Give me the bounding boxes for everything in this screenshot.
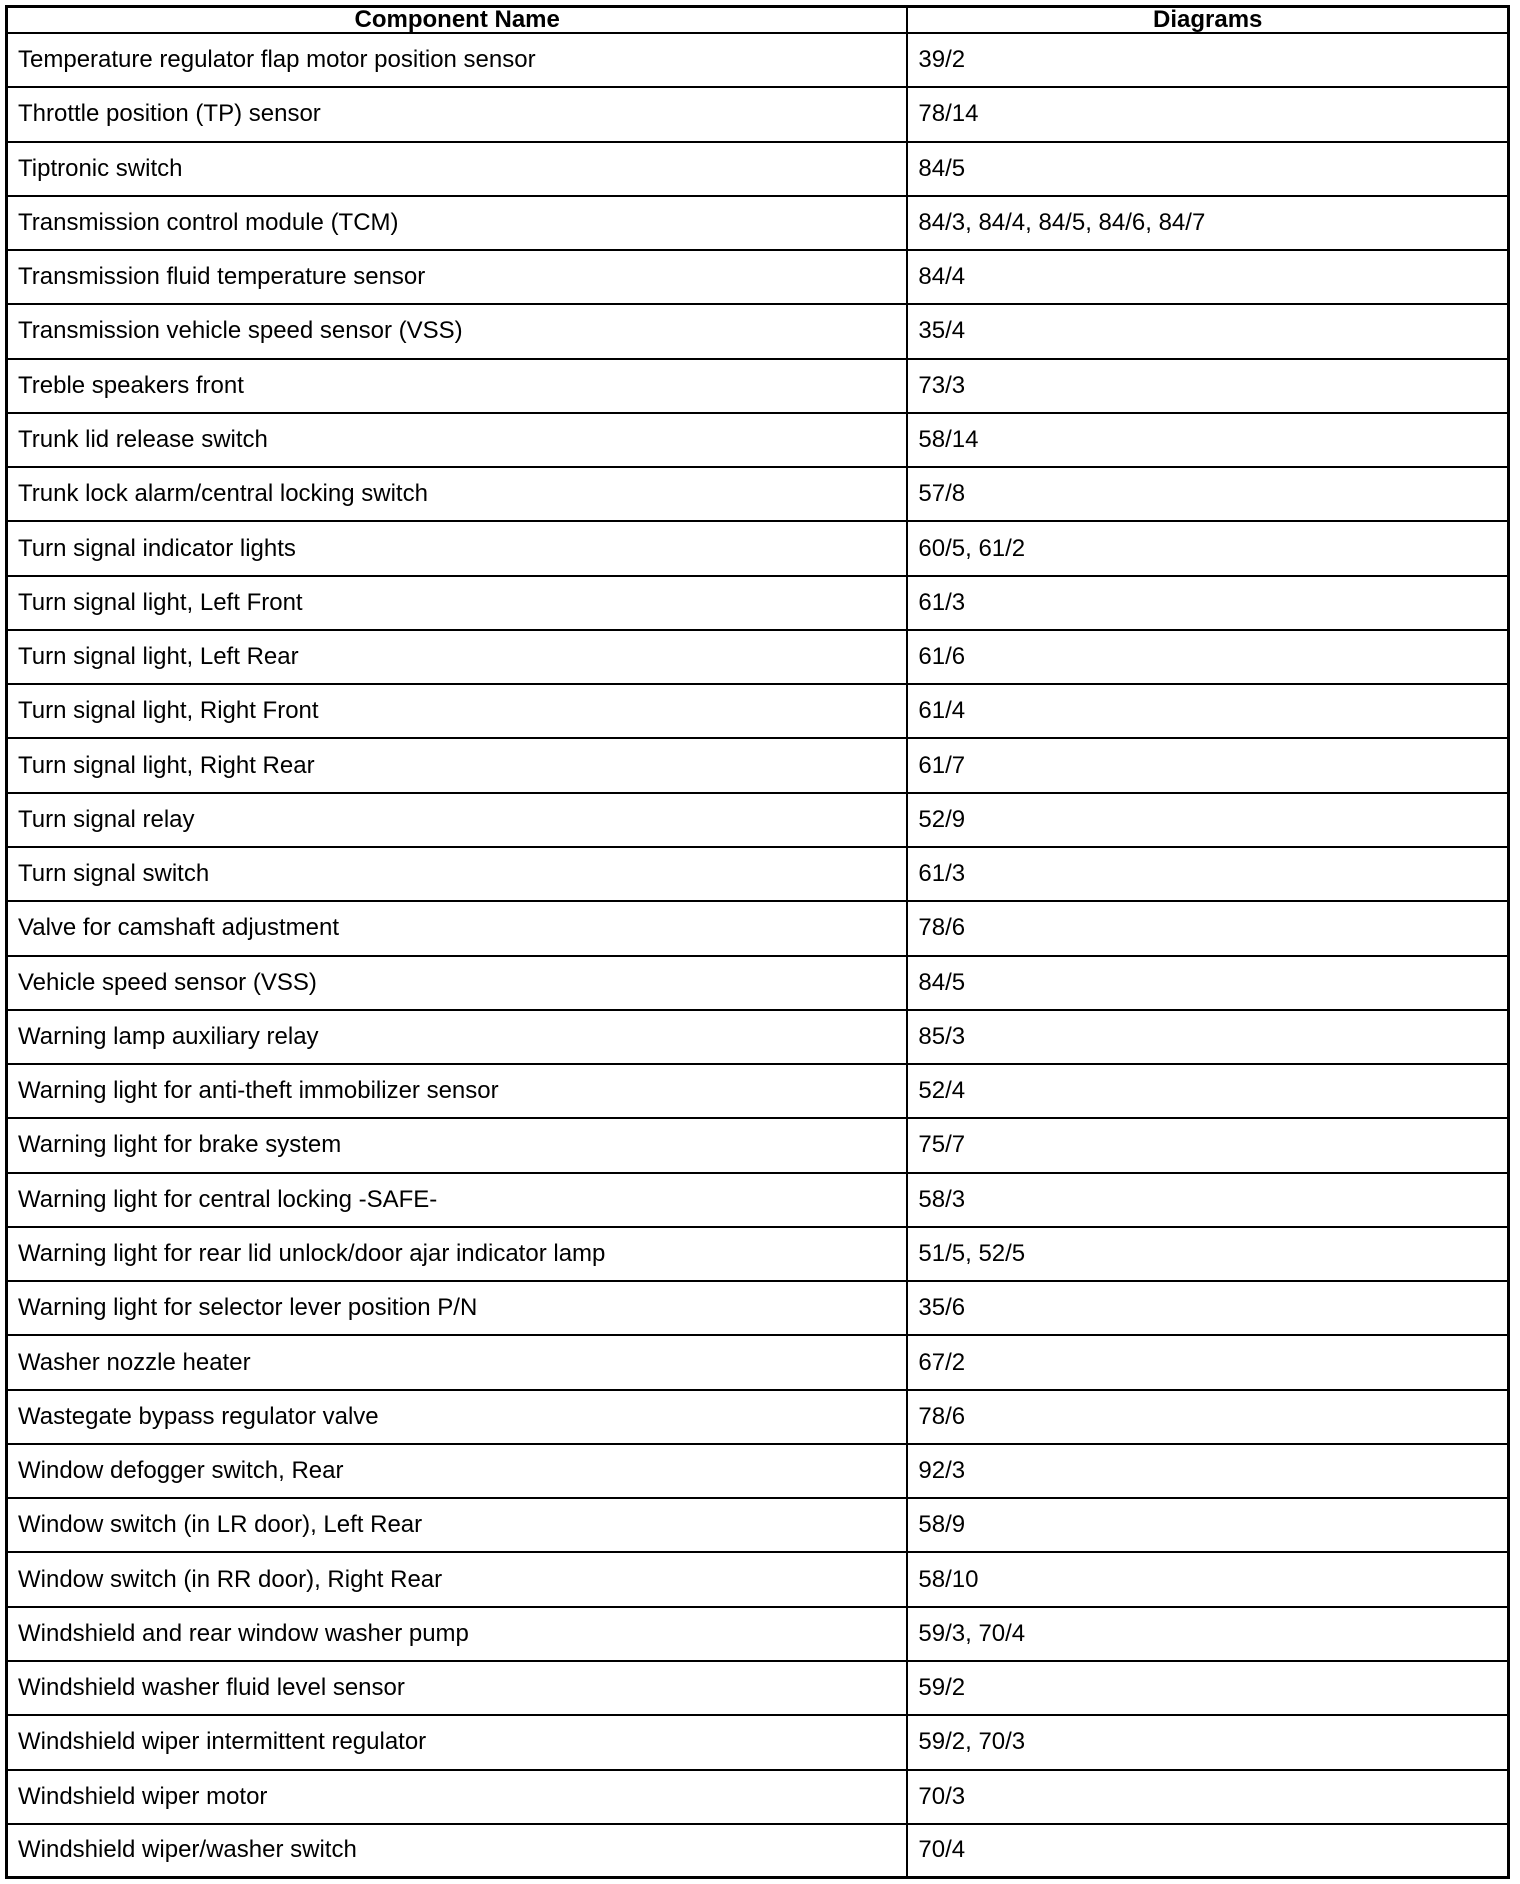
table-row (8, 250, 1507, 304)
diagrams-cell: 73/3 (907, 359, 1507, 413)
diagrams-cell: 78/14 (907, 87, 1507, 141)
diagrams-cell: 51/5, 52/5 (907, 1227, 1507, 1281)
table-row (8, 1824, 1507, 1876)
diagrams-cell: 35/6 (907, 1281, 1507, 1335)
table-row (8, 1281, 1507, 1335)
diagrams-cell: 70/3 (907, 1770, 1507, 1824)
diagrams-cell: 35/4 (907, 304, 1507, 358)
component-name-cell: Throttle position (TP) sensor (8, 87, 907, 141)
diagrams-cell: 52/4 (907, 1064, 1507, 1118)
component-name-cell: Trunk lock alarm/central locking switch (8, 467, 907, 521)
component-name-cell: Warning light for selector lever position P/N (8, 1281, 907, 1335)
diagrams-cell: 61/4 (907, 684, 1507, 738)
component-name-cell: Turn signal switch (8, 847, 907, 901)
table-row (8, 1227, 1507, 1281)
component-name-cell: Wastegate bypass regulator valve (8, 1390, 907, 1444)
diagrams-cell: 67/2 (907, 1335, 1507, 1389)
table-row (8, 1498, 1507, 1552)
header-component-name: Component Name (8, 8, 907, 33)
component-name-cell: Valve for camshaft adjustment (8, 901, 907, 955)
component-name-cell: Transmission control module (TCM) (8, 196, 907, 250)
table-row (8, 738, 1507, 792)
diagrams-cell: 39/2 (907, 33, 1507, 87)
component-name-cell: Turn signal light, Left Rear (8, 630, 907, 684)
table-row (8, 1770, 1507, 1824)
diagrams-cell: 59/2 (907, 1661, 1507, 1715)
component-name-cell: Windshield and rear window washer pump (8, 1607, 907, 1661)
diagrams-cell: 59/3, 70/4 (907, 1607, 1507, 1661)
component-name-cell: Warning light for central locking -SAFE- (8, 1173, 907, 1227)
table-row (8, 413, 1507, 467)
diagrams-cell: 70/4 (907, 1824, 1507, 1876)
table-row (8, 956, 1507, 1010)
component-name-cell: Trunk lid release switch (8, 413, 907, 467)
diagrams-cell: 61/6 (907, 630, 1507, 684)
diagrams-cell: 58/14 (907, 413, 1507, 467)
diagrams-cell: 84/5 (907, 956, 1507, 1010)
component-name-cell: Window defogger switch, Rear (8, 1444, 907, 1498)
component-name-cell: Transmission fluid temperature sensor (8, 250, 907, 304)
component-name-cell: Washer nozzle heater (8, 1335, 907, 1389)
table-row (8, 304, 1507, 358)
diagrams-cell: 84/5 (907, 142, 1507, 196)
diagrams-cell: 78/6 (907, 901, 1507, 955)
component-name-cell: Window switch (in RR door), Right Rear (8, 1552, 907, 1606)
diagrams-cell: 61/3 (907, 847, 1507, 901)
diagrams-cell: 59/2, 70/3 (907, 1715, 1507, 1769)
table-row (8, 87, 1507, 141)
component-name-cell: Turn signal relay (8, 793, 907, 847)
diagrams-cell: 60/5, 61/2 (907, 521, 1507, 575)
diagrams-cell: 85/3 (907, 1010, 1507, 1064)
component-name-cell: Windshield wiper/washer switch (8, 1824, 907, 1876)
table-row (8, 1335, 1507, 1389)
table-row (8, 1010, 1507, 1064)
diagrams-cell: 61/3 (907, 576, 1507, 630)
table-row (8, 1444, 1507, 1498)
header-diagrams: Diagrams (907, 8, 1507, 33)
component-name-cell: Warning light for anti-theft immobilizer sensor (8, 1064, 907, 1118)
table-row (8, 1552, 1507, 1606)
component-name-cell: Temperature regulator flap motor position sensor (8, 33, 907, 87)
table-row (8, 1715, 1507, 1769)
diagrams-cell: 84/4 (907, 250, 1507, 304)
diagrams-cell: 92/3 (907, 1444, 1507, 1498)
diagrams-cell: 58/3 (907, 1173, 1507, 1227)
component-name-cell: Window switch (in LR door), Left Rear (8, 1498, 907, 1552)
table-row (8, 1173, 1507, 1227)
table-row (8, 1064, 1507, 1118)
table-row (8, 901, 1507, 955)
table-row (8, 467, 1507, 521)
component-name-cell: Turn signal light, Right Front (8, 684, 907, 738)
component-name-cell: Turn signal light, Right Rear (8, 738, 907, 792)
component-name-cell: Windshield wiper intermittent regulator (8, 1715, 907, 1769)
component-name-cell: Turn signal indicator lights (8, 521, 907, 575)
table-body (8, 33, 1507, 1876)
component-name-cell: Warning light for rear lid unlock/door ajar indicator lamp (8, 1227, 907, 1281)
component-name-cell: Tiptronic switch (8, 142, 907, 196)
table-row (8, 521, 1507, 575)
component-index-table (8, 8, 1507, 1876)
diagrams-cell: 57/8 (907, 467, 1507, 521)
diagrams-cell: 78/6 (907, 1390, 1507, 1444)
component-name-cell: Windshield washer fluid level sensor (8, 1661, 907, 1715)
table-row (8, 196, 1507, 250)
diagrams-cell: 58/10 (907, 1552, 1507, 1606)
component-name-cell: Vehicle speed sensor (VSS) (8, 956, 907, 1010)
component-name-cell: Treble speakers front (8, 359, 907, 413)
diagrams-cell: 52/9 (907, 793, 1507, 847)
table-row (8, 684, 1507, 738)
component-name-cell: Turn signal light, Left Front (8, 576, 907, 630)
component-index-table-frame (5, 5, 1510, 1879)
component-name-cell: Warning lamp auxiliary relay (8, 1010, 907, 1064)
table-row (8, 1390, 1507, 1444)
table-row (8, 33, 1507, 87)
table-row (8, 1661, 1507, 1715)
diagrams-cell: 84/3, 84/4, 84/5, 84/6, 84/7 (907, 196, 1507, 250)
table-row (8, 1118, 1507, 1172)
component-name-cell: Windshield wiper motor (8, 1770, 907, 1824)
component-name-cell: Warning light for brake system (8, 1118, 907, 1172)
table-row (8, 793, 1507, 847)
table-row (8, 1607, 1507, 1661)
diagrams-cell: 75/7 (907, 1118, 1507, 1172)
table-header-row (8, 8, 1507, 33)
diagrams-cell: 61/7 (907, 738, 1507, 792)
diagrams-cell: 58/9 (907, 1498, 1507, 1552)
table-row (8, 142, 1507, 196)
table-row (8, 359, 1507, 413)
component-name-cell: Transmission vehicle speed sensor (VSS) (8, 304, 907, 358)
table-row (8, 847, 1507, 901)
table-row (8, 576, 1507, 630)
table-row (8, 630, 1507, 684)
